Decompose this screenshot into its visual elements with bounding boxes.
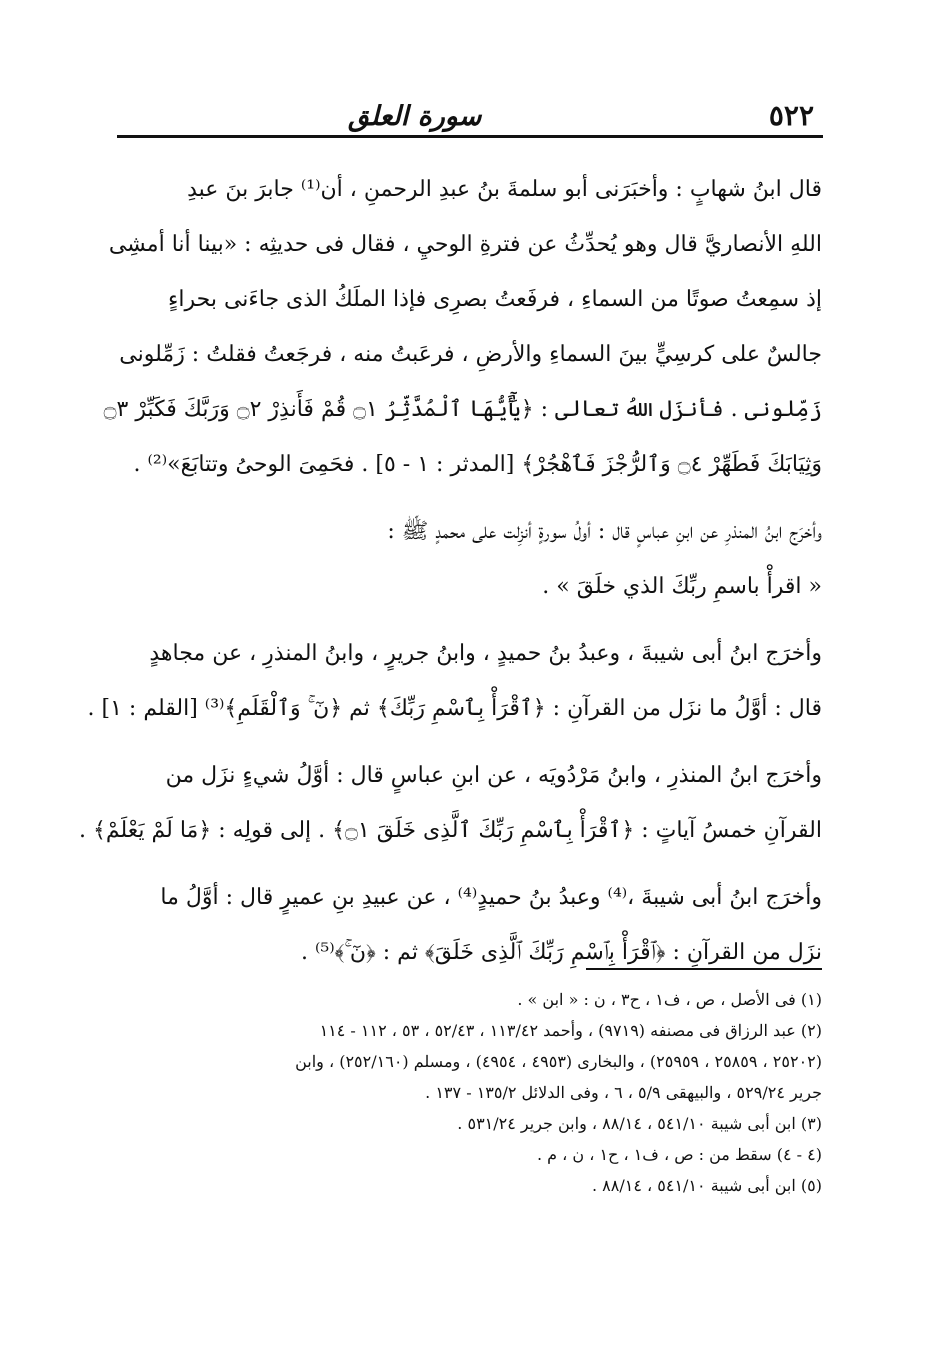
footnote-rule	[586, 968, 822, 970]
text-line: زَمِّلونى . فأنزَل اللهُ تعالى : ﴿يَٰٓأَيُّهَا ٱلْمُدَّثِّرُ ۝١ قُمْ فَأَنذِرْ ۝٢ وَرَبَّكَ فَكَبِّرْ ۝٣	[103, 397, 822, 422]
footnote-line: جرير ٥٢٩/٢٤ ، والبيهقى ٥/٩ ، ٦ ، وفى الدلائل ١٣٥/٢ - ١٣٧ .	[425, 1083, 822, 1102]
text-line: قال : أوَّلُ ما نزَل من القرآنِ : ﴿ٱقْرَأْ بِٱسْمِ رَبِّكَ﴾ ثم ﴿نٓ ۚ وَٱلْقَلَمِ﴾⁽³⁾ [القلم : ١] .	[87, 696, 822, 721]
footnote-line: (٣) ابن أبى شيبة ٥٤١/١٠ ، ٨٨/١٤ ، وابن جرير ٥٣١/٢٤ .	[457, 1114, 822, 1133]
text-line: وأخرَج ابنُ أبى شيبةَ ، وعبدُ بنُ حميدٍ ، وابنُ جريرٍ ، وابنُ المنذرِ ، عن مجاهدٍ	[149, 641, 822, 666]
footnote-line: (٤ - ٤) سقط من : ص ، ف١ ، ح١ ، ن ، م .	[536, 1145, 822, 1164]
page-header	[118, 88, 814, 130]
text-line: نزَل من القرآنِ : ﴿ٱقْرَأْ بِٱسْمِ رَبِّكَ ٱلَّذِى خَلَقَ﴾ ثم : ﴿نٓ ۚ﴾⁽⁵⁾ .	[301, 940, 822, 965]
text-line: اللهِ الأنصاريَّ قال وهو يُحدِّثُ عن فترةِ الوحيِ ، فقال فى حديثِه : «بينا أنا أمشِى	[108, 232, 822, 257]
text-line: جالسٌ على كرسِيٍّ بينَ السماءِ والأرضِ ، فرعَبتُ منه ، فرجَعتُ فقلتُ : زَمِّلونى	[119, 342, 822, 367]
text-line: إذ سمِعتُ صوتًا من السماءِ ، فرفَعتُ بصرِى فإذا الملَكُ الذى جاءَنى بحراءٍ	[168, 287, 822, 312]
paragraph	[118, 504, 822, 614]
text-line: « اقرأْ باسمِ ربِّكَ الذي خلَقَ » .	[542, 574, 822, 599]
footnote-line: (٢٥٢٠٢ ، ٢٥٨٥٩ ، ٢٥٩٥٩) ، والبخارى (٤٩٥٣ ، ٤٩٥٤) ، ومسلم (٢٥٢/١٦٠) ، وابن	[295, 1052, 822, 1071]
paragraph	[78, 748, 822, 858]
text-line: وأخرَج ابنُ المنذرِ ، وابنُ مَرْدُويَه ، عن ابنِ عباسٍ قال : أوَّلُ شيءٍ نزَل من	[165, 763, 822, 788]
footnote-line: (٢) عبد الرزاق فى مصنفه (٩٧١٩) ، وأحمد ١١٣/٤٢ ، ٥٢/٤٣ ، ٥٣ ، ١١٢ - ١١٤	[319, 1021, 822, 1040]
text-line: القرآنِ خمسُ آياتٍ : ﴿ٱقْرَأْ بِٱسْمِ رَبِّكَ ٱلَّذِى خَلَقَ ۝١﴾ . إلى قولِه : ﴿مَا لَمْ يَعْلَمْ﴾ .	[78, 818, 822, 843]
text-line: وَثِيَابَكَ فَطَهِّرْ ۝٤ وَٱلرُّجْزَ فَٱهْجُرْ﴾ [المدثر : ١ - ٥] . فحَمِىَ الوحىُ وتتابَعَ»⁽²⁾ .	[133, 452, 822, 477]
text-line: وأخرَج ابنُ المنذرِ عن ابنِ عباسٍ قال : أولُ سورةٍ أنزِلت على محمدٍ ﷺ :	[387, 519, 822, 544]
text-line: قال ابنُ شهابٍ : وأخبَرَنى أبو سلمةَ بنُ عبدِ الرحمنِ ، أن⁽¹⁾ جابرَ بنَ عبدِ	[187, 177, 822, 202]
text-line: وأخرَج ابنُ أبى شيبةَ ،⁽⁴⁾ وعبدُ بنُ حميدٍ⁽⁴⁾ ، عن عبيدِ بنِ عميرٍ قال : أوَّلُ ما	[160, 885, 822, 910]
footnotes	[118, 984, 822, 1201]
surah-title: سورة العلق	[348, 101, 482, 132]
paragraph	[118, 870, 822, 980]
paragraph	[87, 626, 822, 736]
footnote-line: (٥) ابن أبى شيبة ٥٤١/١٠ ، ٨٨/١٤ .	[591, 1176, 822, 1195]
paragraph	[103, 162, 822, 492]
page-number: ٥٢٢	[768, 99, 814, 132]
footnote-line: (١) فى الأصل ، ص ، ف١ ، ح٣ ، ن : « ابن » .	[517, 990, 822, 1009]
header-rule	[117, 135, 823, 138]
main-text	[78, 162, 822, 992]
